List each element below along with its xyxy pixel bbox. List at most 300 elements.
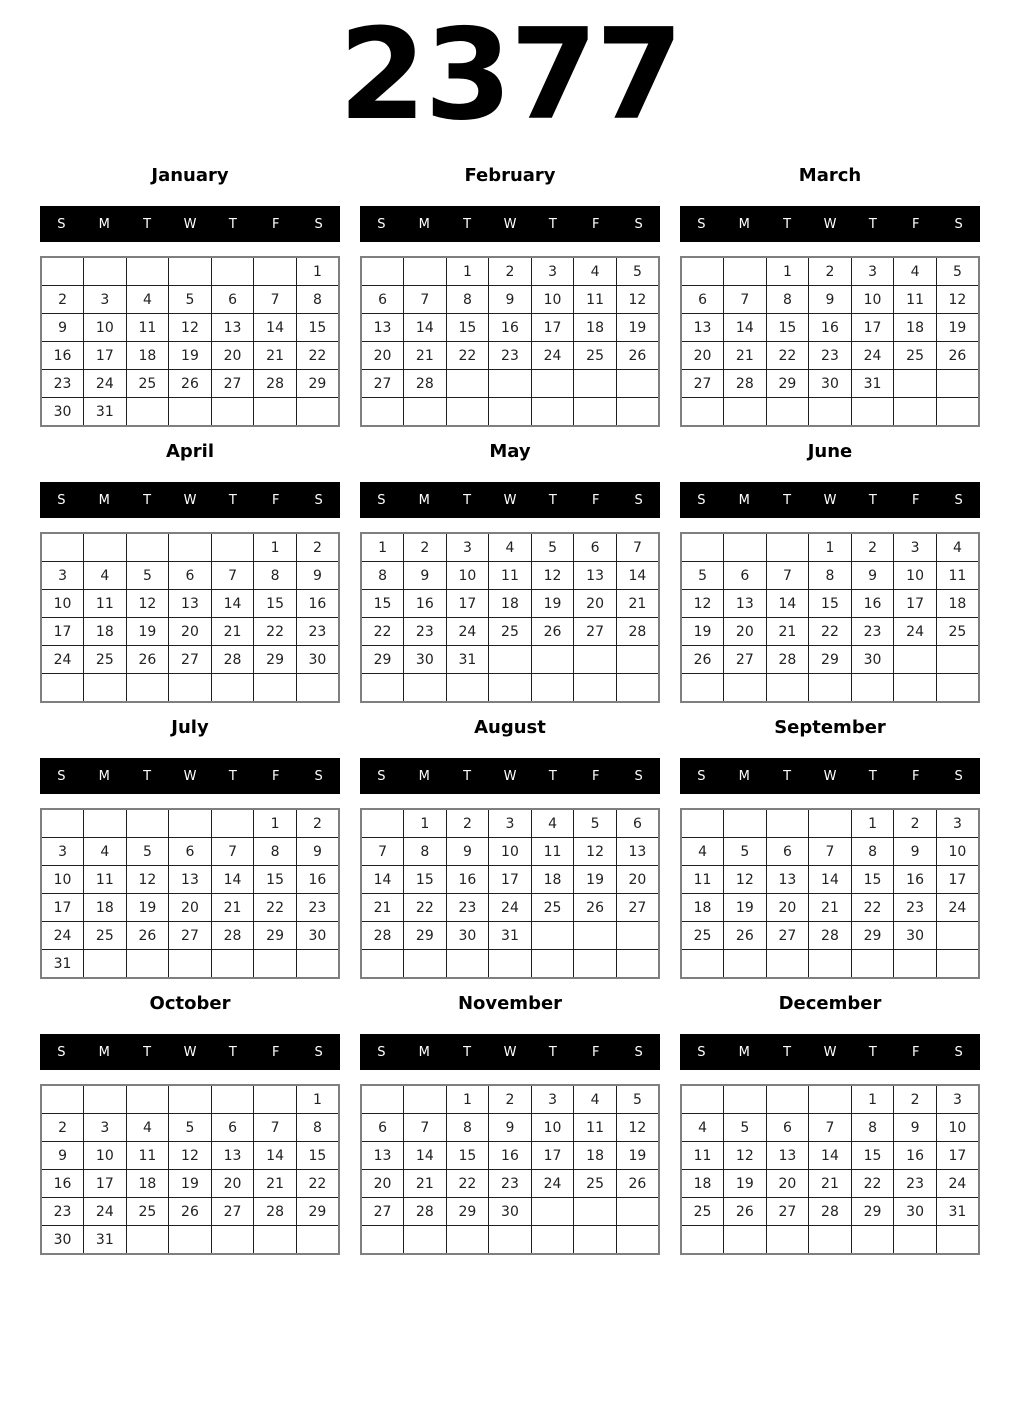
weekday-label: T — [548, 768, 557, 784]
date-cell: 9 — [41, 314, 84, 342]
date-cell — [41, 809, 84, 838]
date-cell: 11 — [84, 866, 127, 894]
weekday-label: T — [463, 216, 472, 232]
date-cell: 20 — [169, 618, 212, 646]
date-cell: 6 — [211, 1114, 254, 1142]
weekday-label: S — [377, 768, 386, 784]
date-cell: 14 — [404, 1142, 447, 1170]
date-cell: 6 — [211, 286, 254, 314]
date-row — [41, 370, 339, 398]
date-cell: 1 — [296, 257, 339, 286]
date-cell: 2 — [894, 1085, 937, 1114]
date-cell: 14 — [254, 1142, 297, 1170]
date-cell: 25 — [531, 894, 574, 922]
date-cell: 24 — [531, 342, 574, 370]
date-cell: 12 — [126, 590, 169, 618]
date-cell: 13 — [211, 314, 254, 342]
date-cell: 3 — [489, 809, 532, 838]
date-cell: 23 — [41, 1198, 84, 1226]
date-cell — [531, 370, 574, 398]
date-cell: 22 — [851, 1170, 894, 1198]
date-cell: 9 — [894, 838, 937, 866]
date-cell: 21 — [404, 342, 447, 370]
weekday-label: S — [377, 216, 386, 232]
date-cell: 29 — [766, 370, 809, 398]
date-cell: 7 — [254, 286, 297, 314]
date-cell: 3 — [41, 562, 84, 590]
date-cell: 25 — [574, 1170, 617, 1198]
date-grid — [680, 532, 980, 703]
date-cell: 17 — [446, 590, 489, 618]
date-row — [681, 533, 979, 562]
date-cell: 29 — [296, 370, 339, 398]
date-cell — [361, 1226, 404, 1255]
date-cell — [681, 533, 724, 562]
date-cell: 7 — [404, 1114, 447, 1142]
date-cell: 17 — [531, 1142, 574, 1170]
date-cell — [681, 1085, 724, 1114]
date-cell: 22 — [446, 1170, 489, 1198]
date-cell — [531, 922, 574, 950]
date-cell — [574, 950, 617, 979]
date-cell: 22 — [296, 1170, 339, 1198]
weekday-header-row — [360, 482, 660, 518]
date-cell — [254, 1226, 297, 1255]
date-cell: 21 — [361, 894, 404, 922]
weekday-label: S — [954, 768, 963, 784]
date-cell: 14 — [809, 1142, 852, 1170]
date-cell — [404, 674, 447, 703]
date-cell: 28 — [254, 1198, 297, 1226]
date-cell: 14 — [211, 590, 254, 618]
date-cell: 28 — [211, 922, 254, 950]
date-cell: 23 — [489, 1170, 532, 1198]
date-cell: 28 — [724, 370, 767, 398]
date-cell: 6 — [169, 562, 212, 590]
date-cell: 23 — [894, 894, 937, 922]
date-cell: 28 — [404, 1198, 447, 1226]
date-cell: 10 — [84, 1142, 127, 1170]
date-cell — [894, 370, 937, 398]
date-cell: 4 — [126, 286, 169, 314]
weekday-label: F — [591, 492, 600, 508]
date-row — [361, 674, 659, 703]
date-row — [361, 562, 659, 590]
year-title: 2377 — [338, 1, 682, 148]
date-cell: 15 — [851, 1142, 894, 1170]
date-cell — [126, 674, 169, 703]
date-cell — [724, 950, 767, 979]
date-cell — [84, 950, 127, 979]
date-cell: 12 — [531, 562, 574, 590]
date-cell: 31 — [41, 950, 84, 979]
date-cell: 31 — [851, 370, 894, 398]
date-cell: 6 — [616, 809, 659, 838]
date-cell — [574, 674, 617, 703]
date-cell: 20 — [766, 894, 809, 922]
date-cell: 5 — [936, 257, 979, 286]
date-row — [681, 1226, 979, 1255]
date-row — [361, 590, 659, 618]
weekday-label: F — [591, 1044, 600, 1060]
date-cell: 8 — [809, 562, 852, 590]
date-cell: 16 — [41, 342, 84, 370]
date-cell: 21 — [724, 342, 767, 370]
date-cell: 26 — [724, 1198, 767, 1226]
date-cell: 2 — [489, 257, 532, 286]
date-cell: 19 — [169, 342, 212, 370]
date-cell: 31 — [84, 1226, 127, 1255]
weekday-label: M — [418, 768, 430, 784]
date-row — [681, 562, 979, 590]
month-block — [40, 990, 340, 1255]
date-cell: 29 — [254, 646, 297, 674]
date-cell — [361, 1085, 404, 1114]
weekday-label: T — [868, 216, 877, 232]
weekday-label: S — [57, 768, 66, 784]
date-row — [681, 257, 979, 286]
date-cell — [211, 398, 254, 427]
date-cell: 12 — [724, 866, 767, 894]
date-cell: 8 — [851, 838, 894, 866]
date-cell: 27 — [681, 370, 724, 398]
month-name: October — [149, 993, 231, 1014]
weekday-label: T — [463, 768, 472, 784]
date-cell: 2 — [296, 533, 339, 562]
date-cell: 27 — [724, 646, 767, 674]
weekday-header-row — [680, 482, 980, 518]
month-block — [360, 162, 660, 427]
date-cell: 21 — [254, 1170, 297, 1198]
date-cell: 11 — [531, 838, 574, 866]
weekday-label: T — [463, 1044, 472, 1060]
date-cell: 6 — [766, 1114, 809, 1142]
date-cell: 11 — [489, 562, 532, 590]
date-cell: 1 — [809, 533, 852, 562]
date-cell: 5 — [724, 1114, 767, 1142]
date-cell: 10 — [489, 838, 532, 866]
date-cell: 25 — [681, 922, 724, 950]
date-cell: 30 — [894, 1198, 937, 1226]
date-cell: 25 — [126, 1198, 169, 1226]
date-row — [681, 1142, 979, 1170]
date-cell: 28 — [404, 370, 447, 398]
date-cell: 3 — [84, 1114, 127, 1142]
date-cell: 18 — [531, 866, 574, 894]
date-cell — [169, 1085, 212, 1114]
weekday-label: S — [954, 1044, 963, 1060]
date-cell: 16 — [809, 314, 852, 342]
weekday-label: W — [823, 1044, 837, 1060]
date-cell: 25 — [489, 618, 532, 646]
date-cell: 12 — [169, 1142, 212, 1170]
date-cell: 22 — [404, 894, 447, 922]
date-cell: 9 — [809, 286, 852, 314]
date-row — [41, 866, 339, 894]
date-row — [41, 1226, 339, 1255]
date-row — [681, 618, 979, 646]
date-cell: 27 — [766, 1198, 809, 1226]
date-cell — [254, 1085, 297, 1114]
date-cell: 9 — [296, 562, 339, 590]
date-cell: 4 — [681, 1114, 724, 1142]
date-cell: 26 — [574, 894, 617, 922]
date-cell: 12 — [681, 590, 724, 618]
date-row — [41, 1170, 339, 1198]
date-cell: 29 — [851, 922, 894, 950]
date-cell: 24 — [84, 1198, 127, 1226]
date-cell: 21 — [254, 342, 297, 370]
date-cell: 23 — [851, 618, 894, 646]
month-block — [360, 714, 660, 979]
date-cell: 29 — [361, 646, 404, 674]
date-cell: 29 — [446, 1198, 489, 1226]
date-cell: 1 — [446, 257, 489, 286]
date-cell: 22 — [851, 894, 894, 922]
date-cell: 22 — [809, 618, 852, 646]
date-cell: 6 — [361, 1114, 404, 1142]
date-cell: 26 — [169, 1198, 212, 1226]
date-cell: 3 — [446, 533, 489, 562]
date-cell: 2 — [489, 1085, 532, 1114]
date-row — [681, 922, 979, 950]
date-cell: 21 — [766, 618, 809, 646]
date-cell: 8 — [361, 562, 404, 590]
date-cell: 27 — [361, 1198, 404, 1226]
date-cell — [724, 1226, 767, 1255]
date-cell — [894, 1226, 937, 1255]
date-grid — [40, 256, 340, 427]
date-cell: 9 — [894, 1114, 937, 1142]
date-grid — [680, 1084, 980, 1255]
date-cell — [211, 1226, 254, 1255]
month-name: August — [474, 717, 546, 738]
date-cell — [681, 1226, 724, 1255]
date-cell: 28 — [616, 618, 659, 646]
date-cell: 14 — [404, 314, 447, 342]
weekday-label: T — [228, 1044, 237, 1060]
date-row — [41, 533, 339, 562]
date-cell — [211, 1085, 254, 1114]
date-cell: 29 — [404, 922, 447, 950]
weekday-label: T — [228, 216, 237, 232]
date-row — [361, 533, 659, 562]
date-cell: 20 — [574, 590, 617, 618]
date-cell — [574, 646, 617, 674]
date-cell — [296, 1226, 339, 1255]
date-cell: 22 — [296, 342, 339, 370]
date-cell: 17 — [84, 342, 127, 370]
date-cell: 18 — [84, 618, 127, 646]
date-cell: 15 — [254, 590, 297, 618]
date-cell: 31 — [84, 398, 127, 427]
weekday-label: S — [57, 1044, 66, 1060]
date-cell — [169, 257, 212, 286]
date-cell: 10 — [894, 562, 937, 590]
date-cell: 28 — [254, 370, 297, 398]
date-cell: 5 — [531, 533, 574, 562]
date-cell — [936, 370, 979, 398]
date-cell — [446, 674, 489, 703]
date-cell: 8 — [766, 286, 809, 314]
date-cell: 5 — [724, 838, 767, 866]
date-cell — [936, 1226, 979, 1255]
date-cell: 23 — [809, 342, 852, 370]
date-cell: 28 — [809, 922, 852, 950]
date-cell — [766, 950, 809, 979]
date-cell: 7 — [211, 838, 254, 866]
date-cell — [211, 674, 254, 703]
date-cell: 15 — [361, 590, 404, 618]
weekday-label: M — [738, 768, 750, 784]
date-row — [361, 950, 659, 979]
weekday-label: S — [954, 216, 963, 232]
date-cell: 2 — [404, 533, 447, 562]
date-cell: 7 — [766, 562, 809, 590]
date-cell: 9 — [851, 562, 894, 590]
date-cell: 20 — [361, 342, 404, 370]
date-cell — [126, 398, 169, 427]
weekday-header-row — [40, 1034, 340, 1070]
date-cell: 13 — [681, 314, 724, 342]
date-row — [681, 950, 979, 979]
date-cell: 16 — [446, 866, 489, 894]
date-cell: 14 — [809, 866, 852, 894]
date-cell: 3 — [936, 1085, 979, 1114]
date-cell: 17 — [41, 894, 84, 922]
date-row — [361, 1198, 659, 1226]
date-cell: 2 — [41, 1114, 84, 1142]
date-cell: 26 — [936, 342, 979, 370]
date-cell — [894, 398, 937, 427]
date-row — [361, 1085, 659, 1114]
date-row — [41, 562, 339, 590]
date-cell: 25 — [936, 618, 979, 646]
date-cell: 15 — [254, 866, 297, 894]
date-cell — [809, 674, 852, 703]
date-cell: 3 — [41, 838, 84, 866]
date-cell: 5 — [169, 1114, 212, 1142]
date-cell — [169, 809, 212, 838]
date-cell: 9 — [489, 1114, 532, 1142]
weekday-header-row — [680, 1034, 980, 1070]
date-row — [681, 1085, 979, 1114]
date-cell: 20 — [766, 1170, 809, 1198]
date-cell — [851, 398, 894, 427]
date-cell: 10 — [531, 1114, 574, 1142]
date-cell — [84, 674, 127, 703]
date-cell — [211, 950, 254, 979]
month-block — [40, 162, 340, 427]
date-cell: 1 — [851, 809, 894, 838]
date-cell — [574, 922, 617, 950]
date-row — [41, 674, 339, 703]
month-block — [680, 438, 980, 703]
date-cell: 1 — [361, 533, 404, 562]
weekday-label: W — [503, 492, 517, 508]
weekday-label: S — [634, 1044, 643, 1060]
weekday-label: S — [697, 492, 706, 508]
date-cell: 17 — [936, 866, 979, 894]
date-cell — [489, 646, 532, 674]
date-cell: 13 — [724, 590, 767, 618]
weekday-label: T — [868, 492, 877, 508]
weekday-label: T — [143, 768, 152, 784]
date-cell: 18 — [894, 314, 937, 342]
date-cell: 4 — [489, 533, 532, 562]
date-cell: 27 — [169, 922, 212, 950]
date-cell: 28 — [766, 646, 809, 674]
weekday-label: W — [503, 768, 517, 784]
date-cell: 25 — [126, 370, 169, 398]
date-cell: 15 — [296, 1142, 339, 1170]
date-row — [41, 342, 339, 370]
date-cell: 21 — [809, 894, 852, 922]
date-cell: 26 — [531, 618, 574, 646]
date-row — [41, 1085, 339, 1114]
date-grid — [360, 1084, 660, 1255]
date-cell: 4 — [574, 1085, 617, 1114]
date-cell: 1 — [254, 809, 297, 838]
months-grid — [0, 150, 1020, 1255]
date-cell: 27 — [211, 1198, 254, 1226]
date-row — [41, 286, 339, 314]
date-cell: 19 — [681, 618, 724, 646]
date-cell: 11 — [574, 286, 617, 314]
date-cell — [616, 922, 659, 950]
date-cell: 13 — [766, 1142, 809, 1170]
date-cell — [574, 1226, 617, 1255]
date-cell — [296, 674, 339, 703]
date-cell — [681, 809, 724, 838]
date-cell — [616, 1226, 659, 1255]
date-cell — [724, 674, 767, 703]
date-cell — [851, 674, 894, 703]
weekday-label: T — [228, 768, 237, 784]
date-cell — [404, 398, 447, 427]
date-cell: 19 — [616, 314, 659, 342]
date-cell: 10 — [531, 286, 574, 314]
date-row — [361, 286, 659, 314]
date-cell — [724, 533, 767, 562]
date-row — [41, 1114, 339, 1142]
date-cell: 20 — [211, 342, 254, 370]
date-cell: 30 — [894, 922, 937, 950]
date-cell — [809, 950, 852, 979]
date-row — [681, 1198, 979, 1226]
date-cell — [41, 533, 84, 562]
date-cell: 24 — [851, 342, 894, 370]
date-cell — [84, 257, 127, 286]
weekday-label: S — [697, 1044, 706, 1060]
date-cell — [489, 1226, 532, 1255]
date-cell — [84, 809, 127, 838]
weekday-label: M — [738, 216, 750, 232]
date-row — [361, 398, 659, 427]
date-cell — [936, 398, 979, 427]
date-cell — [724, 809, 767, 838]
date-cell: 17 — [894, 590, 937, 618]
date-cell: 18 — [681, 894, 724, 922]
date-cell — [126, 809, 169, 838]
date-cell: 27 — [766, 922, 809, 950]
date-cell — [446, 398, 489, 427]
weekday-label: M — [418, 492, 430, 508]
weekday-label: T — [143, 1044, 152, 1060]
date-cell — [489, 398, 532, 427]
date-cell: 26 — [681, 646, 724, 674]
date-cell: 2 — [446, 809, 489, 838]
